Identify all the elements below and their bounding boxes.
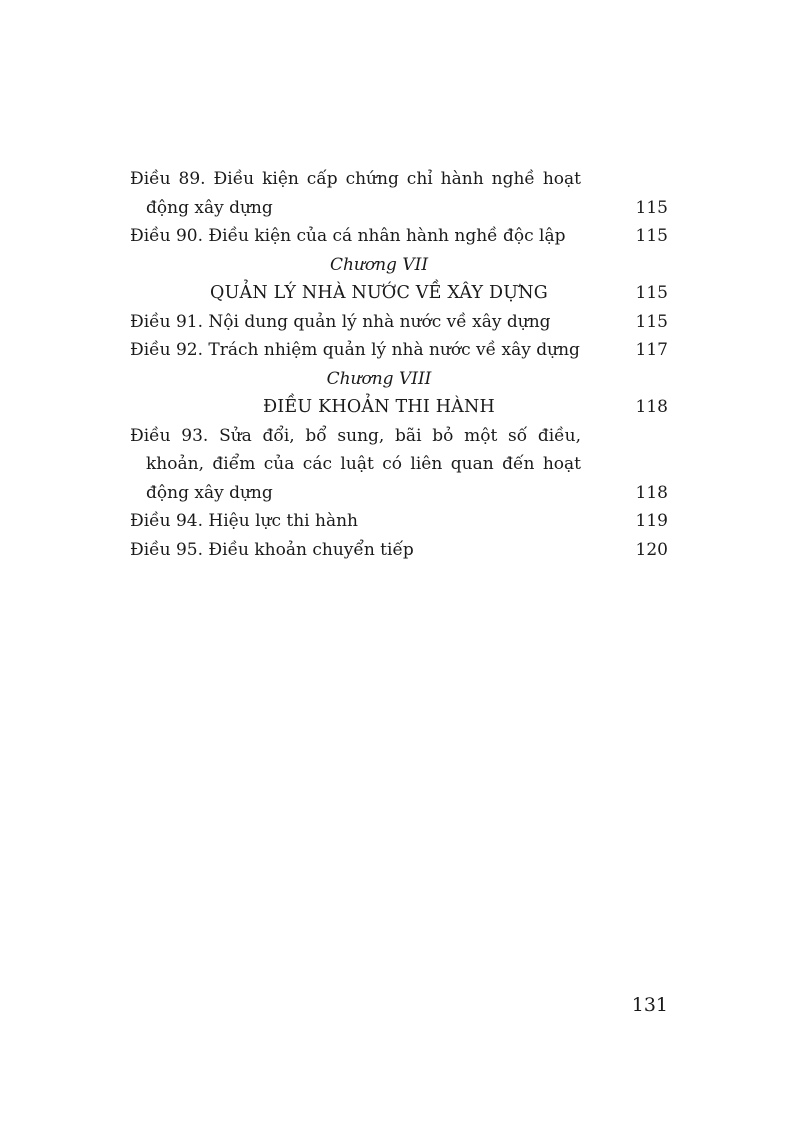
toc-entry-dieu-94[interactable] xyxy=(130,507,668,536)
toc-entry-text: Điều 94. Hiệu lực thi hành xyxy=(130,511,358,531)
toc-page-number: 117 xyxy=(635,340,668,360)
toc-entry-text: Điều 89. Điều kiện cấp chứng chỉ hành nghề hoạt xyxy=(130,169,581,189)
toc-page-number: 120 xyxy=(635,539,668,560)
toc-entry-text: khoản, điểm của các luật có liên quan đến hoạt xyxy=(146,454,581,474)
toc-page-number: 118 xyxy=(635,482,668,503)
chapter-label: Chương VII xyxy=(329,254,429,275)
toc-entry-text: Điều 90. Điều kiện của cá nhân hành nghề độc lập xyxy=(130,226,566,246)
toc-entry-dieu-93-continued[interactable] xyxy=(130,479,668,508)
chapter-title-entry[interactable] xyxy=(130,279,668,308)
page-number: 131 xyxy=(631,994,668,1016)
toc-entry-dieu-92[interactable] xyxy=(130,336,668,365)
toc-entry-text: Điều 92. Trách nhiệm quản lý nhà nước về xây dựng xyxy=(130,340,580,360)
toc-entry-dieu-89-continued[interactable] xyxy=(130,194,668,223)
toc-entry-text: Điều 95. Điều khoản chuyển tiếp xyxy=(130,539,414,560)
toc-entry-dieu-89[interactable] xyxy=(130,165,668,194)
toc-entry-dieu-90[interactable] xyxy=(130,222,668,251)
table-of-contents xyxy=(130,165,668,564)
toc-page-number: 119 xyxy=(635,511,668,531)
toc-page-number: 118 xyxy=(635,397,668,417)
toc-entry-text: động xây dựng xyxy=(146,197,273,218)
toc-page-number: 115 xyxy=(635,311,668,332)
chapter-label: Chương VIII xyxy=(326,368,432,389)
toc-page-number: 115 xyxy=(635,226,668,246)
toc-page-number: 115 xyxy=(635,197,668,218)
chapter-title: QUẢN LÝ NHÀ NƯỚC VỀ XÂY DỰNG xyxy=(210,283,548,303)
toc-entry-dieu-95[interactable] xyxy=(130,536,668,565)
toc-entry-text: Điều 91. Nội dung quản lý nhà nước về xây dựng xyxy=(130,311,551,332)
chapter-title: ĐIỀU KHOẢN THI HÀNH xyxy=(262,397,495,417)
toc-entry-text: động xây dựng xyxy=(146,482,273,503)
toc-entry-text: Điều 93. Sửa đổi, bổ sung, bãi bỏ một số điều, xyxy=(130,425,581,446)
chapter-title-entry[interactable] xyxy=(130,393,668,422)
toc-entry-dieu-93-continued[interactable] xyxy=(130,450,668,479)
toc-entry-dieu-91[interactable] xyxy=(130,308,668,337)
toc-page-number: 115 xyxy=(635,283,668,303)
toc-entry-dieu-93[interactable] xyxy=(130,422,668,451)
